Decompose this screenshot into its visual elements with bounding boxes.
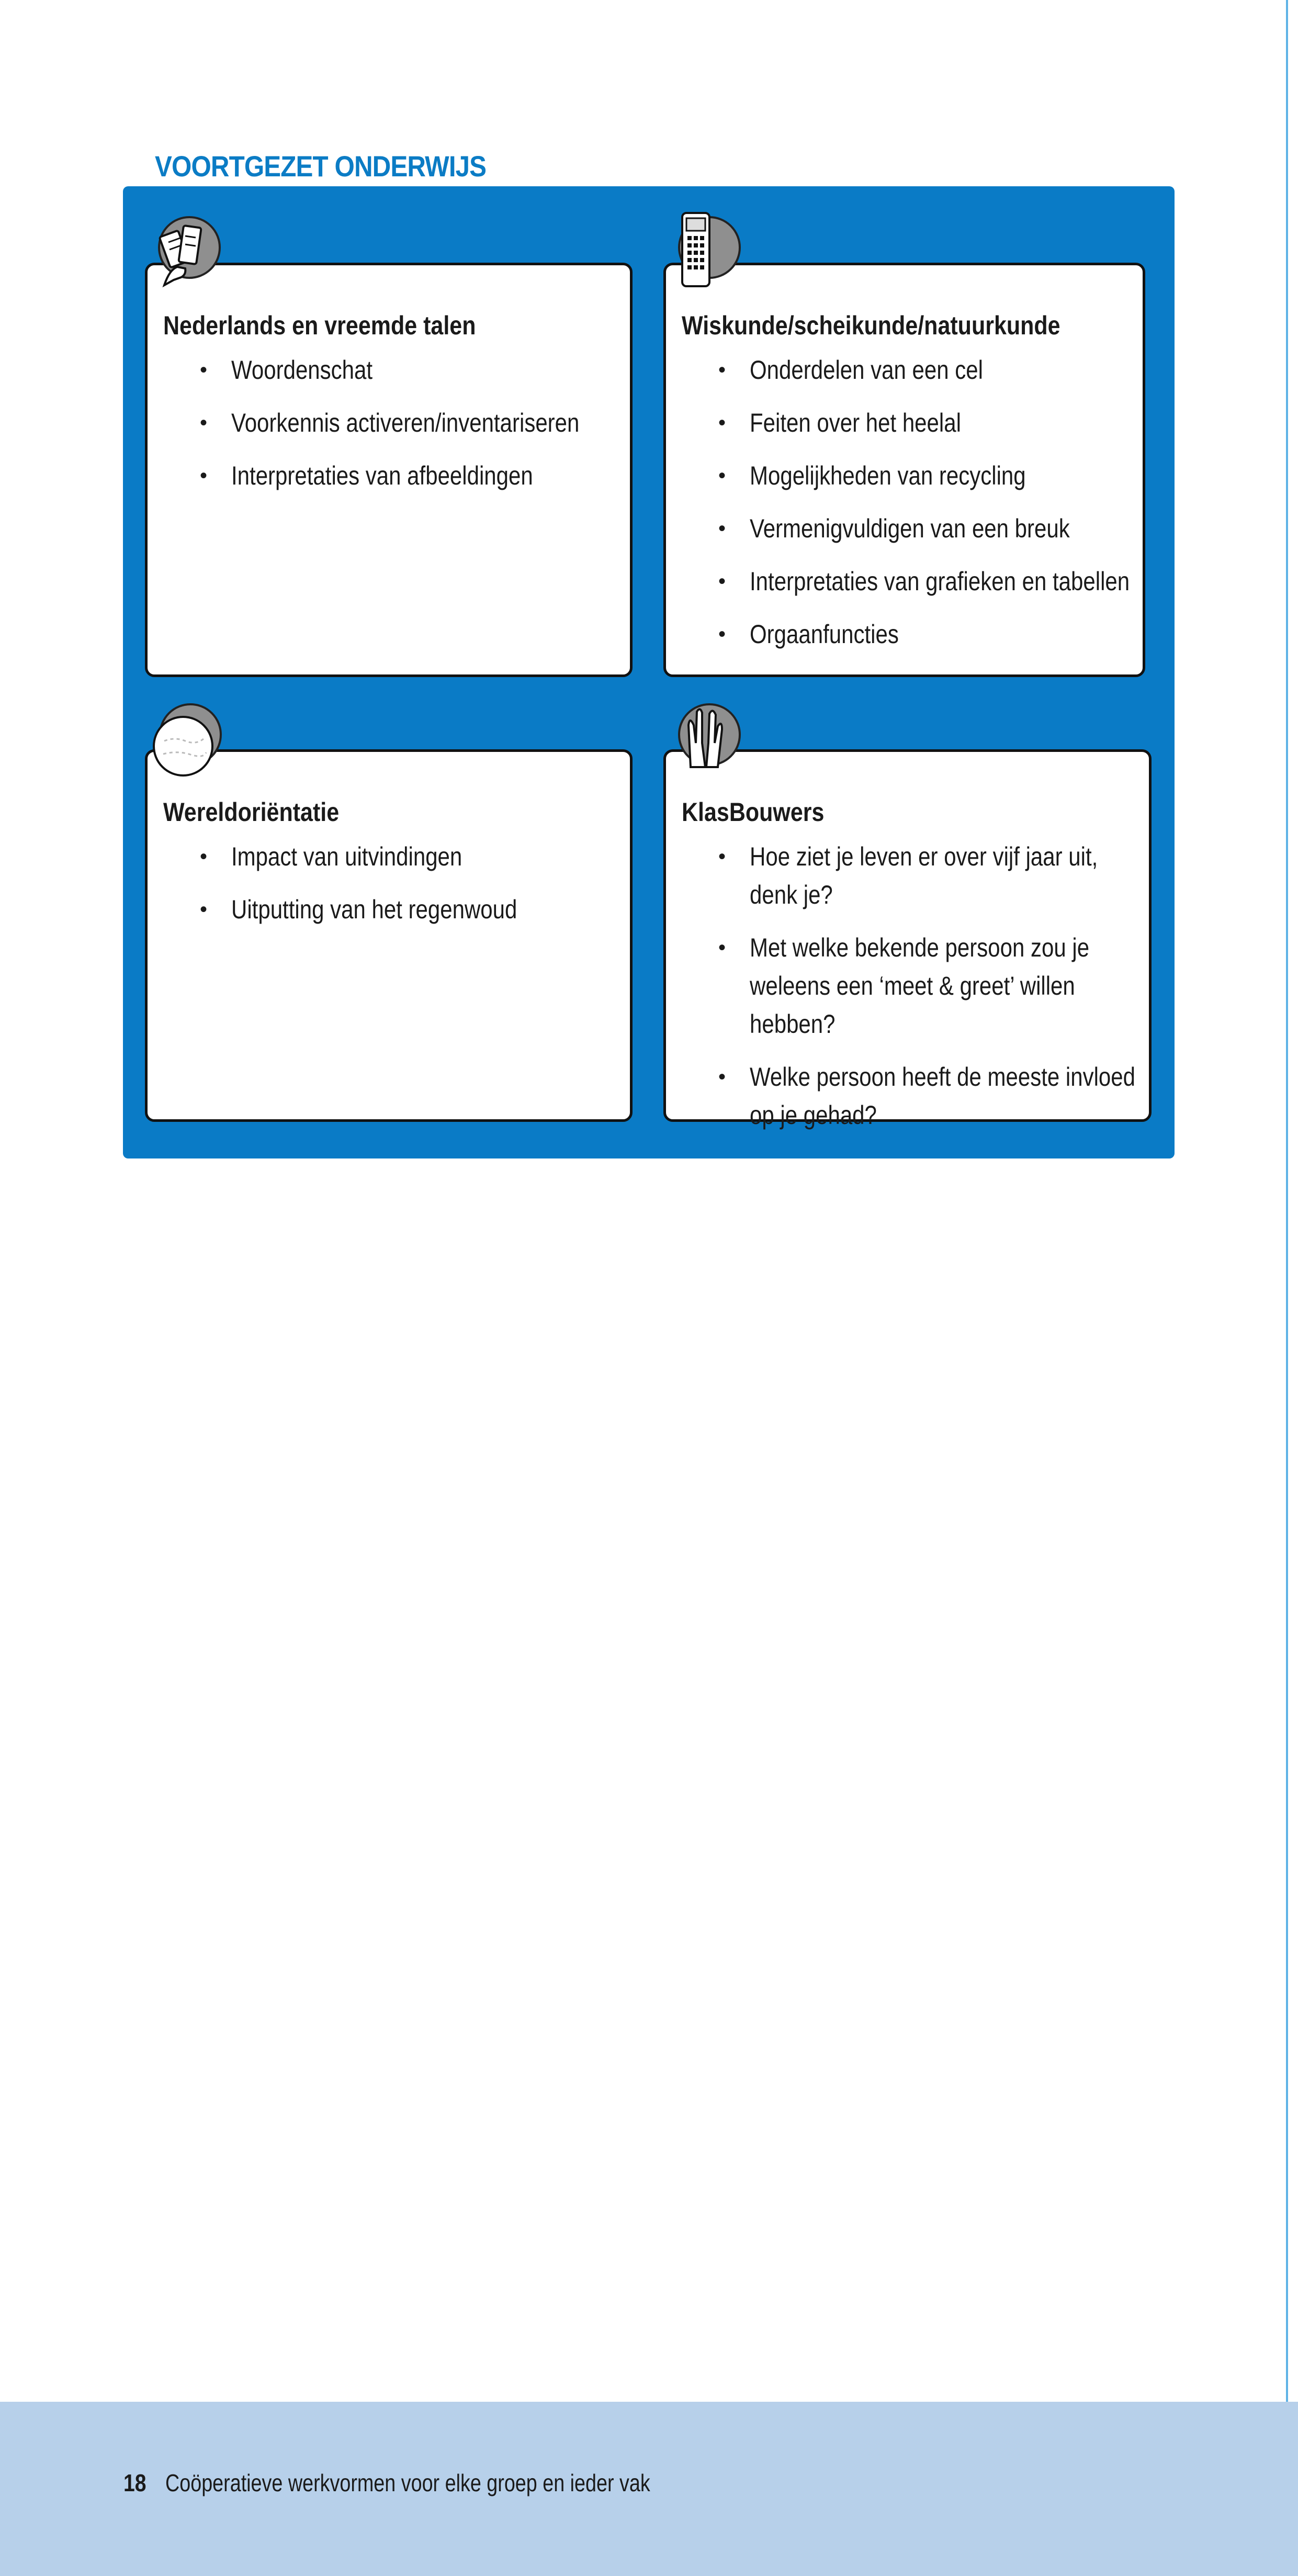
high-five-hands-icon: [668, 689, 746, 793]
calculator-icon: [668, 201, 746, 306]
list-item: • Uitputting van het regenwoud: [200, 895, 517, 924]
list-item: • Interpretaties van grafieken en tabellen: [718, 567, 1130, 596]
list-item: • Interpretaties van afbeeldingen: [200, 461, 533, 490]
books-hand-icon: [149, 201, 227, 306]
bullet-list: [682, 838, 1138, 1149]
card-title: Wereldoriëntatie: [163, 797, 340, 827]
card-title: Wiskunde/scheikunde/natuurkunde: [682, 311, 1060, 340]
section-title: VOORTGEZET ONDERWIJS: [155, 150, 487, 183]
list-item: • Orgaanfuncties: [718, 620, 899, 649]
card-wiskunde: [663, 263, 1145, 677]
page-edge-line: [1286, 0, 1288, 2402]
list-item: • Vermenigvuldigen van een breuk: [718, 514, 1070, 543]
list-item: • Onderdelen van een cel: [718, 355, 983, 385]
card-title: Nederlands en vreemde talen: [163, 311, 476, 340]
card-wereldorientatie: [145, 749, 633, 1122]
list-item: • Voorkennis activeren/inventariseren: [200, 408, 580, 437]
footer-text: Coöperatieve werkvormen voor elke groep en ieder vak: [165, 2469, 650, 2496]
bullet-list: [163, 838, 619, 943]
list-item: • Feiten over het heelal: [718, 408, 961, 437]
page-number: 18: [123, 2469, 146, 2496]
list-item: • Met welke bekende persoon zou je weleens een ‘meet & greet’ willen hebben?: [718, 933, 1090, 1039]
bullet-list: [163, 351, 619, 510]
card-klasbouwers: [663, 749, 1152, 1130]
list-item: • Woordenschat: [200, 355, 373, 385]
list-item: • Welke persoon heeft de meeste invloed op je gehad?: [718, 1062, 1136, 1130]
list-item: • Mogelijkheden van recycling: [718, 461, 1026, 490]
card-title: KlasBouwers: [682, 797, 825, 827]
card-nederlands: [145, 263, 633, 677]
globe-icon: [149, 689, 227, 793]
list-item: • Hoe ziet je leven er over vijf jaar uit, denk je?: [718, 842, 1098, 909]
bullet-list: [682, 351, 1132, 668]
list-item: • Impact van uitvindingen: [200, 842, 462, 871]
